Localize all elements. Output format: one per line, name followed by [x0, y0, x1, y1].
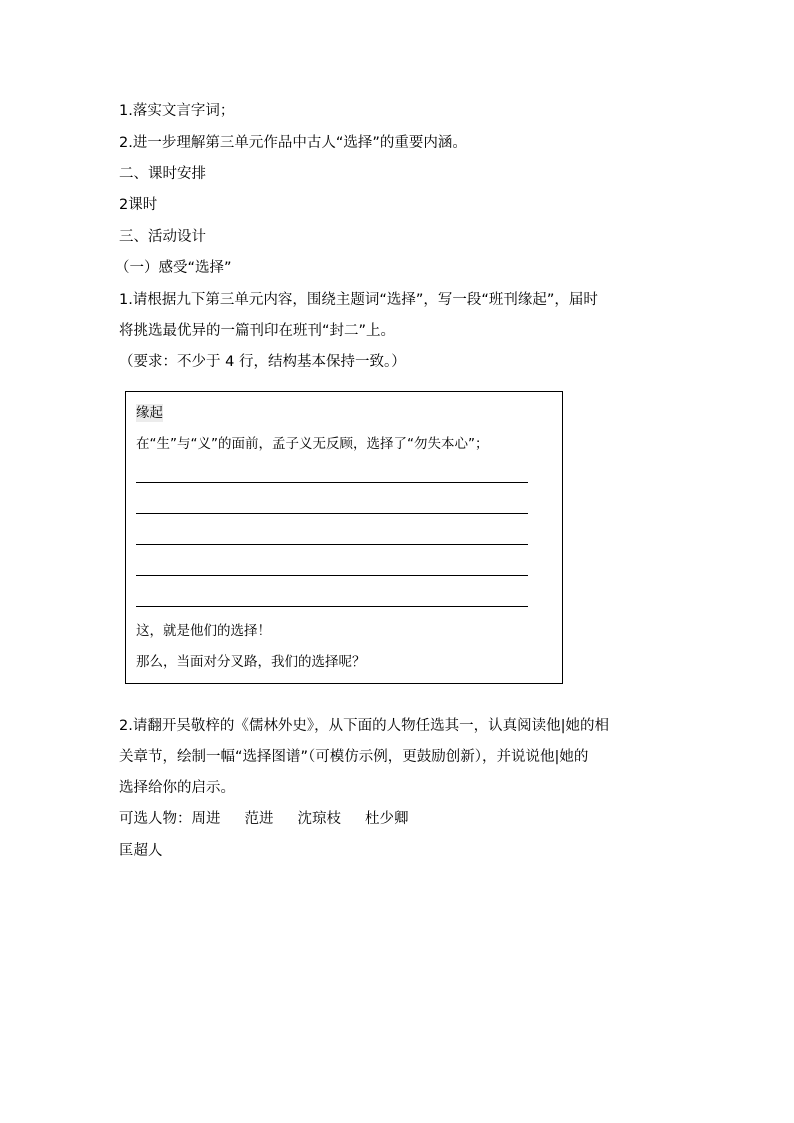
- writing-box: [125, 391, 563, 684]
- answer-rule[interactable]: [136, 482, 528, 483]
- task1-line1: 1.请根据九下第三单元内容，围绕主题词“选择”，写一段“班刊缘起”，届时: [119, 292, 598, 308]
- character-name: 匡超人: [119, 843, 163, 859]
- answer-rule[interactable]: [136, 606, 528, 607]
- subsection-heading: （一）感受“选择”: [115, 260, 232, 276]
- class-hours: 2课时: [119, 197, 158, 213]
- answer-rule[interactable]: [136, 575, 528, 576]
- task1-requirement: （要求：不少于 4 行，结构基本保持一致。）: [119, 354, 406, 370]
- answer-rule[interactable]: [136, 544, 528, 545]
- task2-line2: 关章节，绘制一幅“选择图谱”（可模仿示例，更鼓励创新），并说说他|她的: [119, 749, 589, 765]
- character-name: 杜少卿: [365, 811, 409, 827]
- objective-2: 2.进一步理解第三单元作品中古人“选择”的重要内涵。: [119, 135, 467, 151]
- section-heading-schedule: 二、课时安排: [119, 166, 206, 182]
- task1-line2: 将挑选最优异的一篇刊印在班刊“封二”上。: [119, 323, 396, 339]
- box-closing-2: 那么，当面对分叉路，我们的选择呢？: [136, 654, 366, 670]
- character-name: 周进: [191, 811, 221, 827]
- character-options: [119, 809, 409, 829]
- box-title: 缘起: [136, 405, 163, 421]
- character-name: 沈琼枝: [297, 811, 341, 827]
- box-closing-1: 这，就是他们的选择！: [136, 623, 271, 639]
- answer-rule[interactable]: [136, 513, 528, 514]
- task2-line1: 2.请翻开吴敬梓的《儒林外史》，从下面的人物任选其一，认真阅读他|她的相: [119, 718, 609, 734]
- task2-line3: 选择给你的启示。: [119, 780, 235, 796]
- section-heading-activities: 三、活动设计: [119, 229, 206, 245]
- names-label: 可选人物：: [119, 811, 192, 827]
- box-first-line: 在“生”与“义”的面前，孟子义无反顾，选择了“勿失本心”；: [136, 436, 489, 452]
- character-name: 范进: [244, 811, 274, 827]
- objective-1: 1.落实文言字词；: [119, 103, 235, 119]
